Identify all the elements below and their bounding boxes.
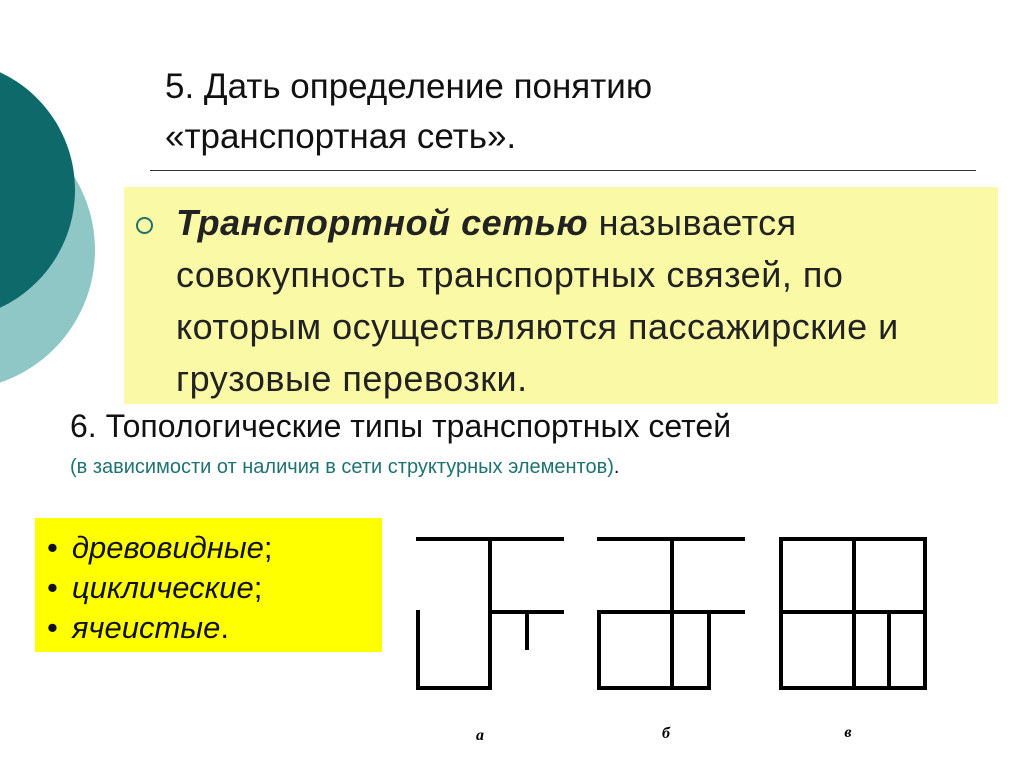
definition-term: Транспортной сетью: [176, 202, 589, 243]
section-6-note-text: (в зависимости от наличия в сети структурных элементов): [70, 456, 614, 478]
type-end: .: [220, 610, 229, 645]
definition-body: называется совокупность транспортных связей, по которым осуществляются пассажирские и грузовые перевозки.: [176, 202, 899, 399]
diagram-label-v: в: [844, 724, 852, 741]
section-6-note-end: .: [613, 456, 620, 478]
cellular-network-diagram: [781, 539, 925, 688]
type-label: циклические: [71, 570, 254, 605]
title-line-2: «транспортная сеть».: [165, 117, 517, 156]
type-end: ;: [263, 530, 273, 565]
diagram-label-b: б: [662, 725, 670, 742]
section-6-heading: 6. Топологические типы транспортных сетей: [70, 408, 732, 444]
diagram-label-a: а: [476, 727, 484, 744]
title-line-1: 5. Дать определение понятию: [165, 67, 653, 106]
type-end: ;: [253, 570, 263, 605]
cyclic-network-diagram: [599, 539, 743, 688]
type-label: ячеистые: [71, 610, 221, 645]
bullet-icon: •: [47, 530, 58, 565]
bullet-icon: •: [47, 610, 58, 645]
type-label: древовидные: [71, 530, 264, 565]
tree-network-diagram: [418, 539, 562, 688]
bullet-icon: •: [47, 570, 58, 605]
